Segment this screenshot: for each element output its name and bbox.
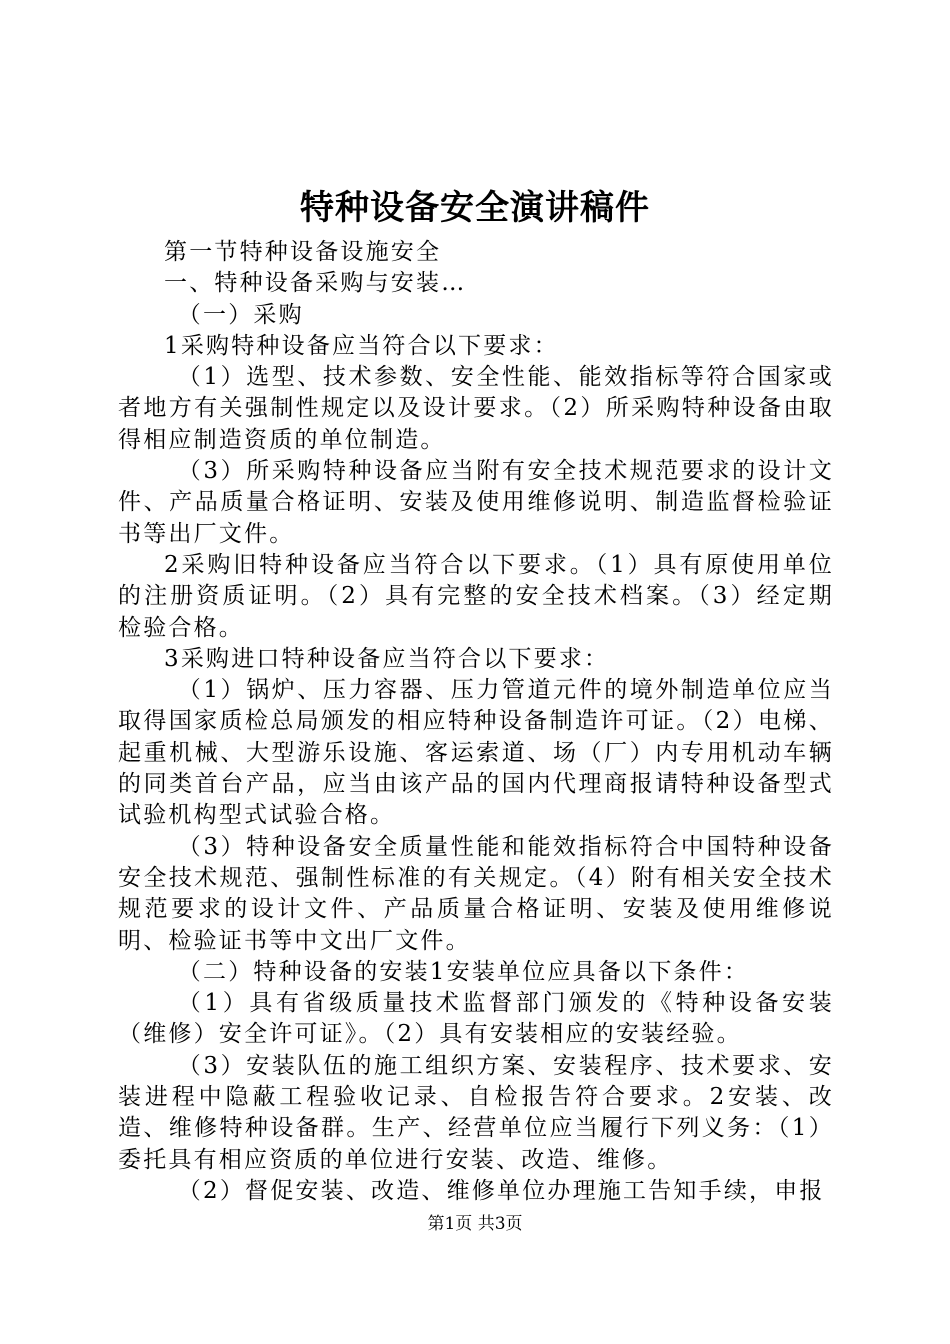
- paragraph: （2）督促安装、改造、维修单位办理施工告知手续，申报: [177, 1177, 825, 1204]
- paragraph: （二）特种设备的安装1安装单位应具备以下条件：: [177, 958, 750, 985]
- document-title: 特种设备安全演讲稿件: [300, 188, 650, 228]
- paragraph: 3采购进口特种设备应当符合以下要求：: [164, 645, 610, 672]
- paragraph: （1）具有省级质量技术监督部门颁发的《特种设备安装（维修）安全许可证》。（2）具有安装相应的安装经验。: [118, 990, 834, 1048]
- paragraph: （1）选型、技术参数、安全性能、能效指标等符合国家或者地方有关强制性规定以及设计要求。（2）所采购特种设备由取得相应制造资质的单位制造。: [118, 364, 834, 453]
- paragraph: 1采购特种设备应当符合以下要求：: [164, 332, 559, 359]
- paragraph: （3）安装队伍的施工组织方案、安装程序、技术要求、安装进程中隐蔽工程验收记录、自检报告符合要求。2安装、改造、维修特种设备群。生产、经营单位应当履行下列义务：（1）委托具有相应资质的单位进行安装、改造、维修。: [118, 1052, 834, 1173]
- page-footer: 第1页 共3页: [427, 1214, 523, 1234]
- subsection-heading: 一、特种设备采购与安装…: [164, 270, 467, 297]
- subsection-heading: （一）采购: [177, 301, 304, 328]
- paragraph: （3）特种设备安全质量性能和能效指标符合中国特种设备安全技术规范、强制性标准的有关规定。（4）附有相关安全技术规范要求的设计文件、产品质量合格证明、安装及使用维修说明、检验证书等中文出厂文件。: [118, 833, 834, 954]
- paragraph: （3）所采购特种设备应当附有安全技术规范要求的设计文件、产品质量合格证明、安装及使用维修说明、制造监督检验证书等出厂文件。: [118, 458, 834, 547]
- section-heading: 第一节特种设备设施安全: [164, 239, 442, 265]
- paragraph: 2采购旧特种设备应当符合以下要求。（1）具有原使用单位的注册资质证明。（2）具有完整的安全技术档案。（3）经定期检验合格。: [118, 551, 834, 641]
- paragraph: （1）锅炉、压力容器、压力管道元件的境外制造单位应当取得国家质检总局颁发的相应特种设备制造许可证。（2）电梯、起重机械、大型游乐设施、客运索道、场（厂）内专用机动车辆的同类首台产品，应当由该产品的国内代理商报请特种设备型式试验机构型式试验合格。: [118, 677, 834, 829]
- document-body: [118, 237, 834, 1207]
